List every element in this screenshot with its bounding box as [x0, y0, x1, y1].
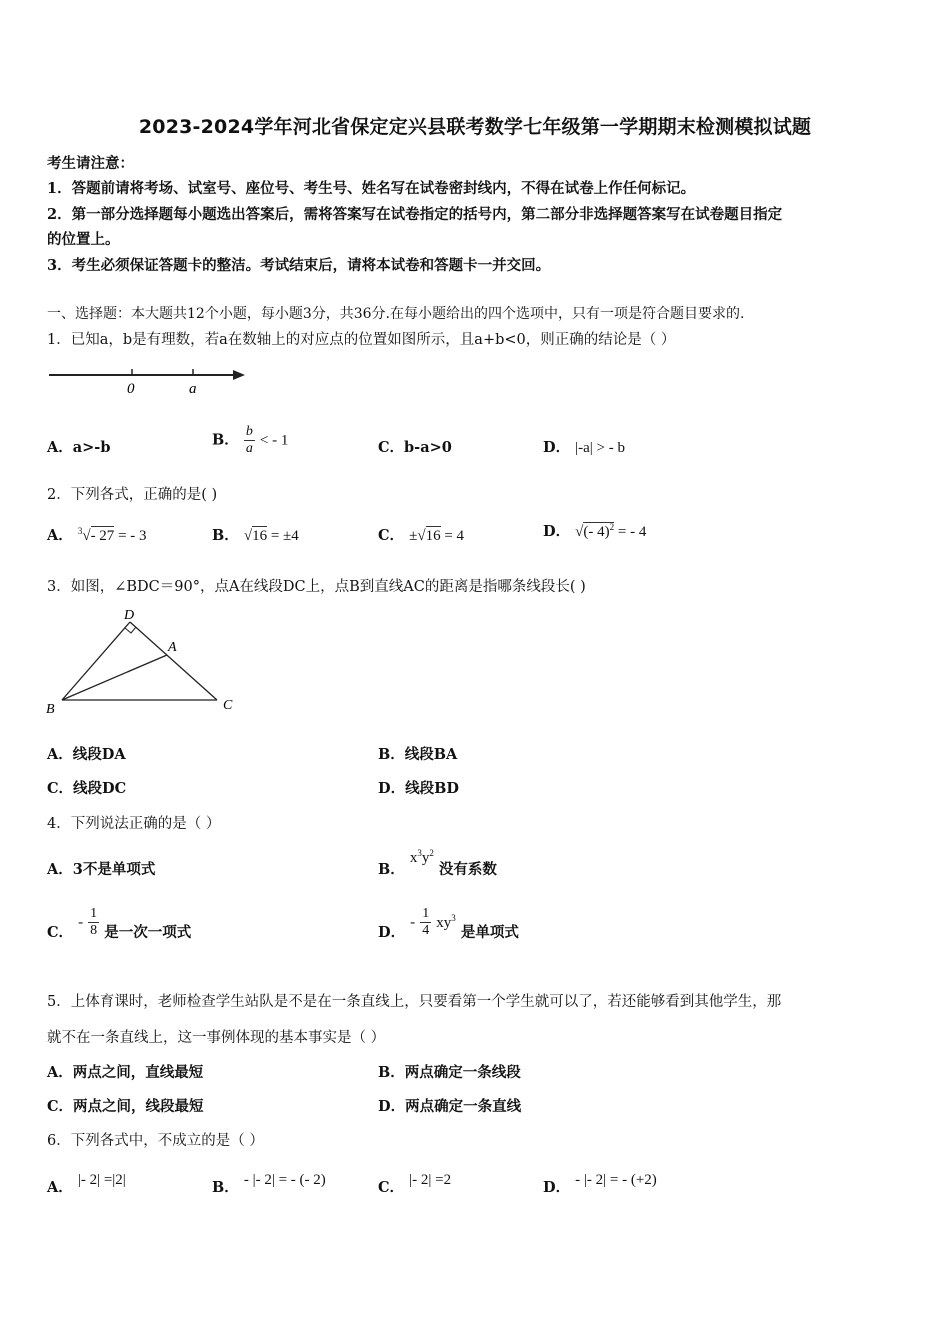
notice-heading: 考生请注意：: [47, 155, 134, 172]
right-angle-mark: [125, 627, 136, 633]
arrow-head: [233, 370, 245, 380]
numerator: 1: [90, 906, 98, 921]
notice-item: 的位置上。: [47, 231, 120, 248]
option-label: D．: [378, 923, 406, 941]
question-2-stem: 2．下列各式，正确的是( ): [47, 487, 218, 503]
q6-option-c: [378, 1168, 452, 1196]
q5-option-b: B．两点确定一条线段: [378, 1064, 521, 1081]
math-expression: |- 2| =2: [409, 1172, 452, 1188]
math-expression: - |- 2| = - (- 2): [243, 1172, 326, 1188]
triangle-figure: [40, 602, 250, 717]
math-expression: [410, 850, 434, 866]
denominator: a: [245, 441, 253, 456]
option-label: C．: [378, 527, 405, 544]
numerator: b: [245, 424, 253, 439]
denominator: 4: [422, 923, 430, 938]
denominator: 8: [90, 923, 98, 938]
number-line-figure: [45, 362, 250, 396]
math-rest: = - 4: [614, 524, 647, 540]
q1-option-a: A．a>-b: [47, 439, 111, 456]
radicand-base: (- 4): [583, 524, 610, 540]
q3-option-d: D．线段BD: [378, 780, 459, 797]
exponent: 2: [429, 848, 434, 858]
option-text: 是一次一项式: [104, 923, 192, 941]
q3-option-c: C．线段DC: [47, 780, 127, 797]
math-rest: = 4: [440, 528, 465, 544]
math-rest: < - 1: [259, 432, 289, 449]
q3-option-b: B．线段BA: [378, 746, 458, 763]
math-expression: |-a| > - b: [575, 440, 626, 456]
notice-item: 1．答题前请将考场、试室号、座位号、考生号、姓名写在试卷密封线内，不得在试卷上作任何标记。: [47, 180, 696, 197]
q2-option-a: [47, 524, 147, 545]
root-index: 3: [77, 526, 83, 536]
question-5-stem-cont: 就不在一条直线上，这一事例体现的基本事实是（ ）: [47, 1030, 386, 1046]
section-heading: 一、选择题：本大题共12个小题，每小题3分，共36分.在每小题给出的四个选项中，只有一项是符合题目要求的.: [47, 306, 745, 322]
var-xy: xy: [436, 914, 452, 931]
question-6-stem: 6．下列各式中，不成立的是（ ）: [47, 1133, 264, 1149]
point-a-label: A: [168, 640, 177, 655]
point-d-label: D: [124, 608, 135, 623]
q2-option-c: [378, 524, 464, 545]
fraction: [420, 906, 431, 939]
segment-dc: [130, 622, 217, 700]
exponent: 3: [417, 848, 422, 858]
option-text: 是单项式: [460, 923, 519, 941]
math-expression: ±√16 = 4: [409, 528, 465, 544]
question-4-stem: 4．下列说法正确的是（ ）: [47, 816, 221, 832]
point-c-label: C: [223, 698, 233, 713]
radicand: - 27: [90, 528, 115, 544]
radicand: 16: [425, 528, 441, 544]
label-zero: 0: [127, 381, 135, 396]
segment-bd: [62, 622, 130, 700]
question-5-stem: 5．上体育课时，老师检查学生站队是不是在一条直线上，只要看第一个学生就可以了，若还能够看到其他学生，那: [47, 994, 782, 1010]
minus-sign: -: [410, 914, 416, 931]
q5-option-c: C．两点之间，线段最短: [47, 1098, 204, 1115]
option-label: B．: [378, 861, 405, 878]
q1-option-c: C．b-a>0: [378, 439, 452, 456]
q1-option-d: [543, 436, 625, 457]
notice-item: 3．考生必须保证答题卡的整洁。考试结束后，请将本试卷和答题卡一并交回。: [47, 257, 551, 274]
q4-option-b: [378, 846, 497, 878]
option-label: B．: [212, 431, 239, 449]
option-label: C．: [47, 923, 74, 941]
notice-item: 2．第一部分选择题每小题选出答案后，需将答案写在试卷指定的括号内，第二部分非选择题答案写在试卷题目指定: [47, 206, 783, 223]
var-x: x: [409, 850, 418, 866]
question-3-stem: 3．如图，∠BDC＝90°，点A在线段DC上，点B到直线AC的距离是指哪条线段长( ): [47, 579, 586, 595]
q1-option-b: [212, 424, 288, 457]
math-expression: - |- 2| = - (+2): [575, 1172, 657, 1188]
option-label: B．: [212, 527, 239, 544]
fraction: [244, 424, 255, 457]
point-b-label: B: [46, 702, 55, 717]
q3-option-a: A．线段DA: [47, 746, 126, 763]
math-expression: √16 = ±4: [243, 528, 299, 544]
radicand: 16: [252, 528, 268, 544]
label-a: a: [189, 381, 197, 396]
option-label: D．: [543, 523, 571, 540]
q2-option-b: [212, 524, 299, 545]
math-rest: = ±4: [267, 528, 299, 544]
math-expression: √(- 4)$^2$ = - 4: [575, 522, 647, 540]
q5-option-d: D．两点确定一条直线: [378, 1098, 522, 1115]
exponent: 2: [609, 522, 615, 532]
math-rest: = - 3: [114, 528, 147, 544]
question-1-stem: 1．已知a，b是有理数，若a在数轴上的对应点的位置如图所示，且a+b<0，则正确的结论是（ ）: [47, 332, 676, 348]
math-expression: $^3$√- 27 = - 3: [77, 526, 147, 544]
page-title: 2023-2024学年河北省保定定兴县联考数学七年级第一学期期末检测模拟试题: [138, 116, 812, 138]
option-label: C．: [378, 1179, 405, 1196]
q2-option-d: [543, 520, 646, 541]
q5-option-a: A．两点之间，直线最短: [47, 1064, 204, 1081]
option-label: D．: [543, 1179, 571, 1196]
option-label: B．: [212, 1179, 239, 1196]
option-text: 没有系数: [438, 861, 497, 878]
math-expression: |- 2| =|2|: [77, 1172, 126, 1188]
q6-option-b: [212, 1168, 326, 1196]
q4-option-c: [47, 906, 191, 939]
q6-option-a: [47, 1168, 126, 1196]
numerator: 1: [422, 906, 430, 921]
plus-minus: ±: [409, 528, 418, 544]
option-label: A．: [47, 527, 73, 544]
segment-ba: [62, 655, 167, 700]
option-label: A．: [47, 1179, 73, 1196]
minus-sign: -: [78, 914, 84, 931]
monomial: [436, 912, 456, 931]
radicand: [583, 522, 614, 540]
fraction: [88, 906, 99, 939]
q4-option-a: A．3不是单项式: [47, 861, 156, 878]
q4-option-d: [378, 906, 519, 939]
q6-option-d: [543, 1168, 657, 1196]
exponent: 3: [451, 912, 456, 923]
var-y: y: [421, 850, 430, 866]
option-label: D．: [543, 439, 571, 456]
